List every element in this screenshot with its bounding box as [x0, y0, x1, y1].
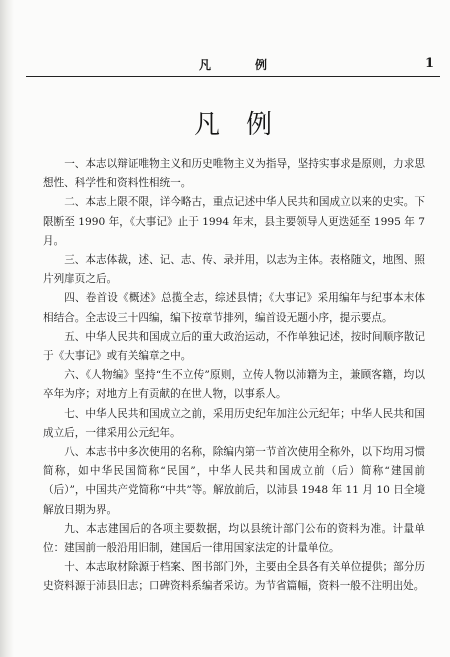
list-item-4: 四、卷首设《概述》总揽全志，综述县情；《大事记》采用编年与纪事本末体相结合。全志设三十四编，编下按章节排列，编首设无题小序，提示要点。	[43, 292, 425, 324]
header-rule	[26, 76, 440, 77]
page-number: 1	[424, 56, 434, 71]
list-item-10: 十、本志取材除源于档案、图书部门外，主要由全县各有关单位提供；部分历史资料源于沛县旧志；口碑资料系编者采访。为节省篇幅，资料一般不注明出处。	[43, 561, 425, 593]
list-item-5: 五、中华人民共和国成立后的重大政治运动，不作单独记述，按时间顺序散记于《大事记》或有关编章之中。	[43, 330, 425, 363]
list-item-7: 七、中华人民共和国成立之前，采用历史纪年加注公元纪年；中华人民共和国成立后，一律采用公元纪年。	[43, 407, 425, 439]
running-head	[26, 56, 440, 76]
page-body	[43, 155, 425, 597]
list-item-6: 六、《人物编》坚持“生不立传”原则，立传人物以沛籍为主，兼顾客籍，均以卒年为序；对地方上有贡献的在世人物，以事系人。	[43, 369, 425, 401]
list-item-2: 二、本志上限不限，详今略古，重点记述中华人民共和国成立以来的史实。下限断至 1990 年，《大事记》止于 1994 年末，县主要领导人更迭延至 1995 年 7 月。	[43, 196, 425, 247]
section-title: 凡例	[193, 110, 298, 140]
list-item-8: 八、本志书中多次使用的名称，除编内第一节首次使用全称外，以下均用习惯简称，如中华民国简称“民国”，中华人民共和国成立前（后）简称“建国前（后）”，中国共产党简称“中共”等。解放前后，以沛县 1948 年 11 月 10 日全境解放日期为界。	[43, 446, 425, 516]
list-item-3: 三、本志体裁，述、记、志、传、录并用，以志为主体。表格随文，地图、照片列扉页之后。	[43, 254, 425, 286]
list-item-1: 一、本志以辩证唯物主义和历史唯物主义为指导，坚持实事求是原则，力求思想性、科学性和资料性相统一。	[43, 158, 425, 190]
page-binding-shadow	[0, 0, 14, 657]
list-item-9: 九、本志建国后的各项主要数据，均以县统计部门公布的资料为准。计量单位：建国前一般沿用旧制，建国后一律用国家法定的计量单位。	[43, 522, 425, 555]
running-head-title: 凡 例	[198, 58, 283, 72]
